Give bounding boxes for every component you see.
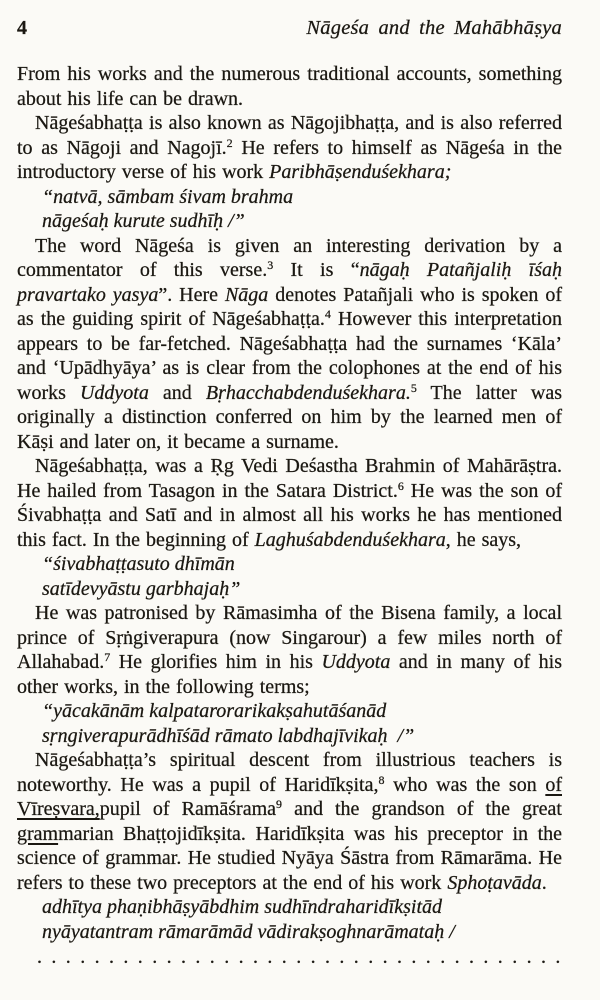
verse-line: nāgeśaḥ kurute sudhīḥ /”	[42, 210, 245, 232]
text-segment: However this interpretation appears to be far-fetched. Nāgeśabhaṭṭa had the surnames ‘Kāla’ and ‘Upādhyāya’ as is clear from the colophones at the end of his works	[17, 308, 562, 404]
text-segment: Paribhāṣenduśekhara;	[269, 161, 452, 183]
verse	[42, 185, 562, 234]
footnote-ref: 7	[104, 650, 111, 664]
text-segment: of Vīreṣvara,	[17, 773, 562, 820]
text-segment: Nāgeśabhaṭṭa is also known as Nāgojibhaṭṭa, and is also referred to as Nāgoji and Nagojī.	[17, 112, 562, 159]
text-segment: Nāgeśabhaṭṭa’s spiritual descent from illustrious teachers is noteworthy. He was a pupil of Haridīkṣita,	[17, 749, 562, 796]
verse-line: satīdevyāstu garbhajaḥ”	[42, 577, 241, 600]
running-title: Nāgeśa and the Mahābhāṣya	[306, 17, 562, 39]
text-segment: Uddyota	[79, 381, 149, 404]
text-segment: and	[148, 381, 206, 404]
verse	[42, 699, 562, 748]
verse	[42, 552, 562, 601]
text-segment: He glorifies him in his	[110, 651, 322, 673]
page-header	[17, 15, 562, 41]
text-segment: It is “	[273, 259, 360, 281]
paragraph	[17, 748, 562, 895]
verse-line: “natvā, sāmbam śivam brahma	[42, 185, 294, 208]
text-segment: Nāgeśabhaṭṭa, was a Ṛg Vedi Deśastha Brahmin of Mahārāṣtra. He hailed from Tasagon in the Satara District.	[17, 455, 562, 502]
text-segment: pupil of Ramāśrama	[99, 798, 277, 820]
footnote-ref: 2	[226, 135, 233, 150]
footnote-ref: 5	[410, 380, 417, 395]
text-segment: From his works and the numerous traditional accounts, something about his life can be drawn.	[17, 63, 562, 110]
text-segment: The latter was originally a distinction conferred on him by the learned men of Kāṣi and later on, it became a surname.	[17, 381, 562, 453]
paragraph	[17, 62, 562, 111]
footnote-ref: 3	[267, 258, 274, 272]
text-segment: The word Nāgeśa is given an interesting derivation by a commentator of this verse.	[17, 234, 562, 281]
verse-line: nyāyatantram rāmarāmād vādirakṣoghnarāmataḥ /	[42, 920, 455, 943]
paragraph	[17, 601, 562, 699]
text-segment: who was the son	[384, 773, 546, 796]
text-segment: Bṛhacchabdenduśekhara.	[205, 381, 411, 404]
footnote-ref: 6	[397, 478, 404, 493]
footnote-ref: 9	[276, 797, 283, 811]
text-segment: He refers to himself as Nāgeśa in the introductory verse of his work	[17, 136, 562, 183]
page-number: 4	[17, 17, 27, 39]
footnote-ref: 4	[324, 307, 331, 321]
text-segment: marian Bhaṭṭojidīkṣita. Haridīkṣita was his preceptor in the science of grammar. He studied Nyāya Śāstra from Rāmarāma. He refers to these two preceptors at the end of his work	[17, 822, 562, 894]
text-segment: and the grandson of the great	[282, 798, 562, 820]
verse-line: adhītya phaṇibhāṣyābdhim sudhīndraharidīkṣitād	[42, 896, 442, 918]
paragraph	[17, 111, 562, 185]
text-segment: .	[541, 871, 547, 894]
text-segment: and in many of his other works, in the following terms;	[17, 651, 562, 698]
footnote-ref: 8	[378, 772, 385, 787]
verse	[42, 895, 562, 944]
text-segment: ”. Here	[158, 283, 225, 306]
verse-line: “yācakānām kalpatarorarikakṣahutāśanād	[42, 700, 387, 722]
verse-line: “śivabhaṭṭasuto dhīmān	[42, 553, 235, 575]
text-segment: , he says,	[445, 528, 522, 551]
verse-line: sṛngiverapurādhīśād rāmato labdhajīvikaḥ /”	[42, 724, 415, 747]
text-segment: Sphoṭavāda	[447, 871, 542, 894]
text-segment: Laghuśabdenduśekhara	[254, 528, 446, 551]
text-segment: denotes Patañjali who is spoken of as the guiding spirit of Nāgeśabhaṭṭa.	[17, 283, 563, 330]
text-segment: Uddyota	[321, 651, 391, 673]
text-segment: nāgaḥ Patañjaliḥ īśaḥ pravartako yasya	[17, 259, 562, 306]
paragraph	[17, 454, 562, 552]
text-segment: He was the son of Śivabhaṭṭa and Satī and in almost all his works he has mentioned this fact. In the beginning of	[17, 479, 562, 551]
paragraph	[17, 234, 562, 455]
text-segment: Nāga	[224, 283, 269, 306]
text-segment: He was patronised by Rāmasimha of the Bisena family, a local prince of Sṛṅgiverapura (now Singarour) a few miles north of Allahabad.	[17, 602, 562, 673]
page-body	[17, 62, 562, 970]
text-segment: gram	[17, 822, 59, 845]
ellipsis-line: . . . . . . . . . . . . . . . . . . . . . . . . . . . . . . . . . . . . .	[37, 946, 563, 968]
